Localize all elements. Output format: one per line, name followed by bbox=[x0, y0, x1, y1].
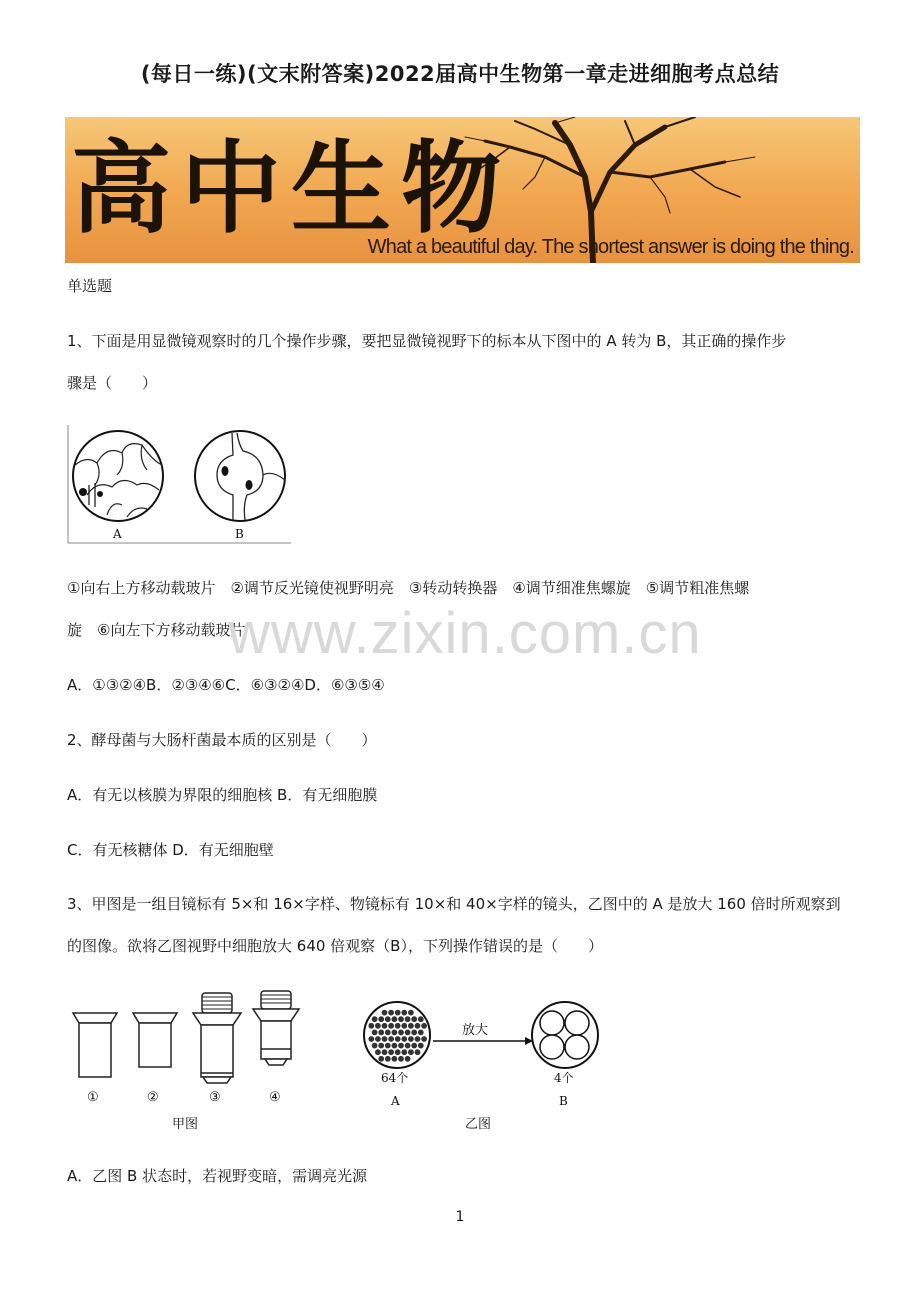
cell-dot bbox=[395, 1023, 401, 1029]
cell-dot bbox=[395, 1009, 401, 1015]
cell-dot bbox=[391, 1056, 397, 1062]
cell-dot bbox=[381, 1036, 387, 1042]
q2-options-line2: C．有无核糖体 D．有无细胞壁 bbox=[67, 841, 274, 859]
q3-stem-line2: 的图像。欲将乙图视野中细胞放大 640 倍观察（B），下列操作错误的是（ ） bbox=[67, 937, 603, 955]
q1-options: A．①③②④B．②③④⑥C．⑥③②④D．⑥③⑤④ bbox=[67, 676, 385, 694]
field-a bbox=[73, 431, 163, 521]
arrow-label: 放大 bbox=[462, 1023, 489, 1038]
cell-dot bbox=[378, 1056, 384, 1062]
banner-slogan: What a beautiful day. The shortest answer is doing the thing. bbox=[367, 236, 854, 258]
field-b bbox=[195, 431, 285, 521]
banner-heading: 高中生物 bbox=[71, 129, 511, 247]
cell-dot bbox=[375, 1049, 381, 1055]
cell-dot bbox=[398, 1029, 404, 1035]
cell-dot bbox=[388, 1049, 394, 1055]
watermark: www.zixin.com.cn bbox=[228, 601, 702, 666]
q3-option-a: A．乙图 B 状态时，若视野变暗，需调亮光源 bbox=[67, 1167, 368, 1185]
field-yi-b bbox=[532, 1002, 598, 1068]
q1-steps-line1: ①向右上方移动载玻片 ②调节反光镜使视野明亮 ③转动转换器 ④调节细准焦螺旋 ⑤调节粗准焦螺 bbox=[67, 579, 750, 597]
cell-dot bbox=[388, 1023, 394, 1029]
q3-figure bbox=[67, 985, 617, 1135]
banner-image bbox=[65, 117, 860, 263]
cell-dot bbox=[388, 1036, 394, 1042]
cell-dot bbox=[414, 1023, 420, 1029]
lens-label-2: ② bbox=[147, 1090, 159, 1105]
cell-dot bbox=[375, 1036, 381, 1042]
cell-dot bbox=[391, 1042, 397, 1048]
cell-dot bbox=[418, 1029, 424, 1035]
cell-dot bbox=[371, 1029, 377, 1035]
eyepiece-lens-2 bbox=[133, 1013, 177, 1067]
lens-label-1: ① bbox=[87, 1090, 99, 1105]
cell-dot bbox=[401, 1036, 407, 1042]
q2-options-line1: A．有无以核膜为界限的细胞核 B．有无细胞膜 bbox=[67, 786, 378, 804]
cell-dot bbox=[411, 1029, 417, 1035]
cell-dot bbox=[395, 1049, 401, 1055]
cell-dot bbox=[398, 1042, 404, 1048]
cell-dot bbox=[391, 1029, 397, 1035]
cell-dot bbox=[368, 1023, 374, 1029]
cell-dot bbox=[401, 1009, 407, 1015]
field-yi-a bbox=[364, 1002, 430, 1068]
cell-dot bbox=[371, 1016, 377, 1022]
q1-figure-microscope-fields bbox=[67, 425, 293, 547]
cell-dot bbox=[411, 1042, 417, 1048]
q2-stem: 2、酵母菌与大肠杆菌最本质的区别是（ ） bbox=[67, 731, 377, 749]
objective-lens-4 bbox=[253, 991, 299, 1065]
eyepiece-lens-1 bbox=[73, 1013, 117, 1077]
lens-label-3: ③ bbox=[209, 1090, 221, 1105]
field-b-label: B bbox=[559, 1094, 568, 1108]
cell-dot bbox=[404, 1042, 410, 1048]
q1-steps-line2: 旋 ⑥向左下方移动载玻片 bbox=[67, 621, 246, 639]
field-a-label: A bbox=[113, 527, 122, 541]
cell-dot bbox=[401, 1049, 407, 1055]
field-b-label: B bbox=[235, 527, 244, 541]
q3-stem-line1: 3、甲图是一组目镜标有 5×和 16×字样、物镜标有 10×和 40×字样的镜头，乙图中的 A 是放大 160 倍时所观察到 bbox=[67, 895, 841, 913]
lens-label-4: ④ bbox=[269, 1090, 281, 1105]
count-a: 64个 bbox=[381, 1071, 409, 1085]
figure-yi-caption: 乙图 bbox=[465, 1117, 492, 1132]
cell-dot bbox=[381, 1009, 387, 1015]
cell-dot bbox=[414, 1049, 420, 1055]
figure-jia-caption: 甲图 bbox=[172, 1117, 199, 1132]
cell-dot bbox=[385, 1042, 391, 1048]
cell-dot bbox=[381, 1049, 387, 1055]
cell-dot bbox=[375, 1023, 381, 1029]
cell-dot bbox=[404, 1056, 410, 1062]
cell-dot bbox=[401, 1023, 407, 1029]
cell-dot bbox=[378, 1029, 384, 1035]
q1-stem-line1: 1、下面是用显微镜观察时的几个操作步骤，要把显微镜视野下的标本从下图中的 A 转为 B，其正确的操作步 bbox=[67, 332, 787, 350]
cell-dot bbox=[368, 1036, 374, 1042]
section-label: 单选题 bbox=[67, 277, 113, 295]
cell-dot bbox=[378, 1016, 384, 1022]
objective-lens-3 bbox=[193, 993, 241, 1083]
field-a-label: A bbox=[391, 1094, 400, 1108]
cell-dot bbox=[408, 1023, 414, 1029]
cell-dot bbox=[371, 1042, 377, 1048]
page-number: 1 bbox=[455, 1209, 465, 1225]
cell-dot bbox=[391, 1016, 397, 1022]
cell-dot bbox=[378, 1042, 384, 1048]
cell-dot bbox=[421, 1023, 427, 1029]
cell-dot bbox=[411, 1016, 417, 1022]
q1-stem-line2: 骤是（ ） bbox=[67, 374, 158, 392]
magnify-arrow bbox=[433, 1037, 533, 1045]
cell-dot bbox=[408, 1009, 414, 1015]
cell-dot bbox=[418, 1016, 424, 1022]
document-title: (每日一练)(文末附答案)2022届高中生物第一章走进细胞考点总结 bbox=[140, 62, 780, 86]
cell-dot bbox=[421, 1036, 427, 1042]
cell-dot bbox=[418, 1042, 424, 1048]
cell-dot bbox=[408, 1049, 414, 1055]
cell-dot bbox=[404, 1029, 410, 1035]
cell-dot bbox=[381, 1023, 387, 1029]
cell-dot bbox=[395, 1036, 401, 1042]
cell-dot bbox=[385, 1029, 391, 1035]
cell-dot bbox=[385, 1056, 391, 1062]
cell-dot bbox=[398, 1056, 404, 1062]
cell-dot bbox=[385, 1016, 391, 1022]
cell-dot bbox=[408, 1036, 414, 1042]
cell-dot bbox=[398, 1016, 404, 1022]
cell-dot bbox=[404, 1016, 410, 1022]
cell-dot bbox=[414, 1036, 420, 1042]
count-b: 4个 bbox=[554, 1071, 574, 1085]
cell-dot bbox=[388, 1009, 394, 1015]
